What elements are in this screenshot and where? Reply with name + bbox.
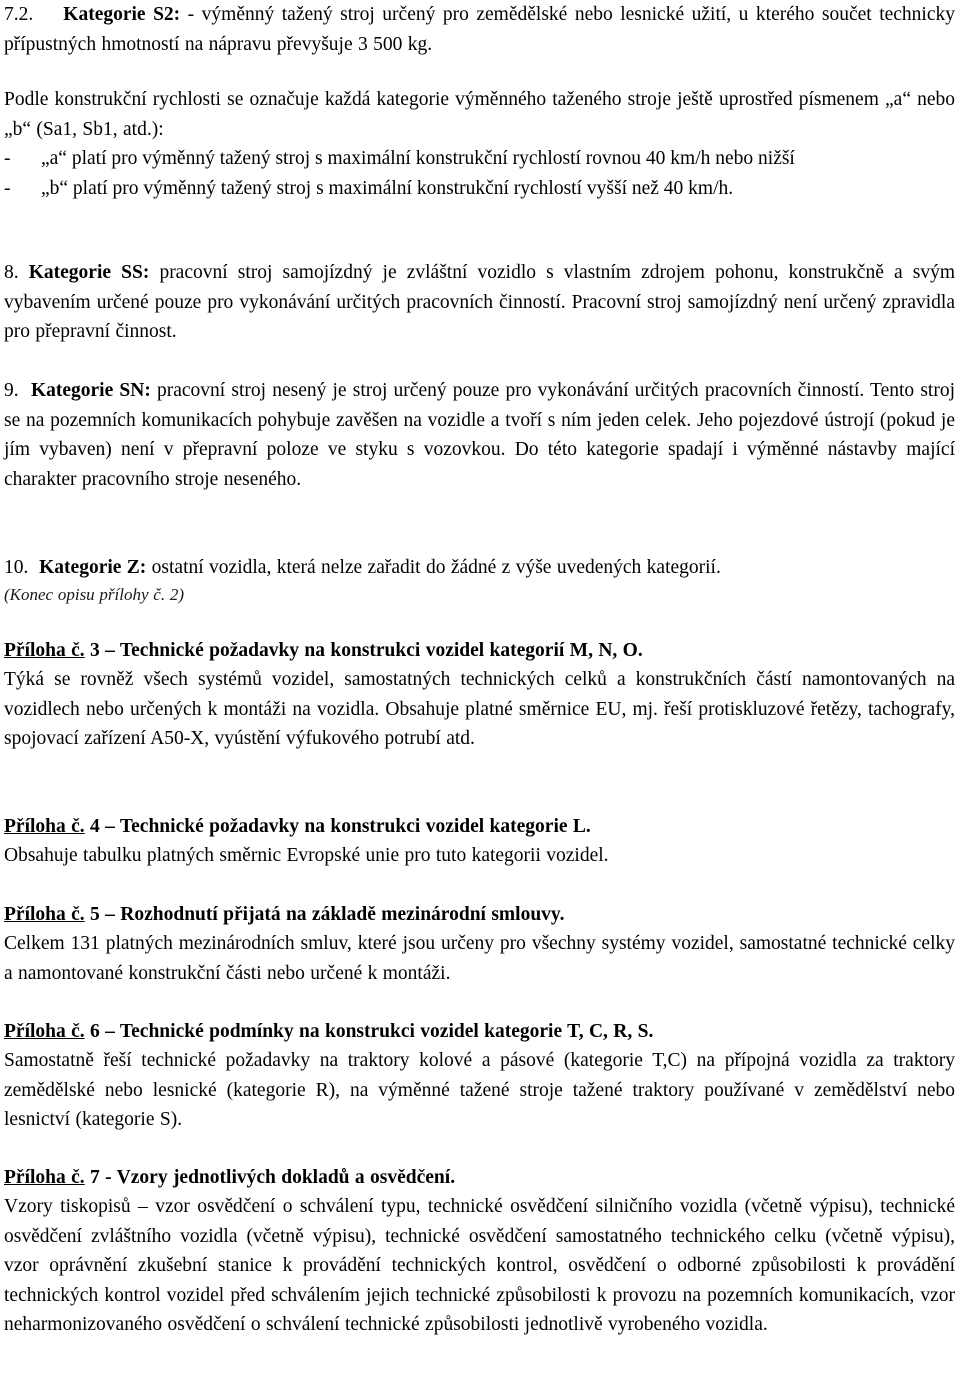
- annex-heading-prefix: Příloha č.: [4, 640, 85, 661]
- speed-intro: Podle konstrukční rychlosti se označuje každá kategorie výměnného taženého stroje ještě uprostřed písmenem „a“ nebo „b“ (Sa1, Sb1, atd.):: [4, 89, 955, 140]
- annex-heading-prefix: Příloha č.: [4, 904, 85, 925]
- annex-heading-prefix: Příloha č.: [4, 816, 85, 837]
- annex-heading-title: 6 – Technické podmínky na konstrukci vozidel kategorie T, C, R, S.: [84, 1021, 654, 1042]
- section-text: ostatní vozidla, která nelze zařadit do žádné z výše uvedených kategorií.: [146, 557, 721, 578]
- list-item-text: „b“ platí pro výměnný tažený stroj s maximální konstrukční rychlostí vyšší než 40 km/h.: [41, 177, 734, 199]
- annex-heading: [4, 1017, 955, 1047]
- section-9: [4, 376, 955, 494]
- section-number: 10.: [4, 557, 29, 578]
- section-text: pracovní stroj samojízdný je zvláštní vozidlo s vlastním zdrojem pohonu, konstrukčně a svým vybavením určené pouze pro vykonávání určitých pracovních činností. Pracovní stroj samojízdný není určený zpravidla pro přepravní činnost.: [4, 262, 955, 343]
- section-7-2: [4, 0, 955, 59]
- annex-body: Obsahuje tabulku platných směrnic Evropské unie pro tuto kategorii vozidel.: [4, 845, 609, 866]
- list-item: [4, 174, 955, 204]
- section-number: 8.: [4, 262, 19, 283]
- category-label: Kategorie SN:: [30, 380, 151, 401]
- section-10: [4, 553, 955, 583]
- annex-heading-title: 3 – Technické požadavky na konstrukci vozidel kategorií M, N, O.: [84, 640, 643, 661]
- category-label: Kategorie S2:: [63, 4, 181, 25]
- annex-heading-title: 5 – Rozhodnutí přijatá na základě mezinárodní smlouvy.: [84, 904, 565, 925]
- category-label: Kategorie Z:: [39, 557, 147, 578]
- annex-heading: [4, 636, 955, 666]
- annex-heading-title: 4 – Technické požadavky na konstrukci vozidel kategorie L.: [84, 816, 591, 837]
- annex-heading-prefix: Příloha č.: [4, 1167, 85, 1188]
- annex-heading: [4, 812, 955, 842]
- annex-heading: [4, 900, 955, 930]
- list-dash: -: [4, 177, 11, 199]
- list-item-text: „a“ platí pro výměnný tažený stroj s maximální konstrukční rychlostí rovnou 40 km/h nebo nižší: [41, 148, 795, 169]
- section-number: 7.2.: [4, 4, 34, 25]
- section-text: - výměnný tažený stroj určený pro zemědělské nebo lesnické užití, u kterého součet technicky přípustných hmotností na nápravu převyšuje 3 500 kg.: [4, 4, 956, 55]
- annex-body: Vzory tiskopisů – vzor osvědčení o schválení typu, technické osvědčení silničního vozidla (včetně výpisu), technické osvědčení zvláštního vozidla (včetně výpisu), technické osvědčení samostatného technického celku (včetně výpisu), vzor oprávnění zkušební stanice k provádění technických kontrol, osvědčení o odborné způsobilosti k provádění technických kontrol vozidel před schválením jejich technické způsobilosti k provozu na pozemních komunikacích, vzor neharmonizovaného osvědčení o schválení technické způsobilosti jednotlivě vyrobeného vozidla.: [4, 1196, 955, 1336]
- section-8: [4, 258, 955, 347]
- annex-body: Celkem 131 platných mezinárodních smluv, které jsou určeny pro všechny systémy vozidel, samostatné technické celky a namontované konstrukční části nebo určené k montáži.: [4, 933, 955, 984]
- section-number: 9.: [4, 380, 19, 401]
- list-dash: -: [4, 148, 11, 169]
- annex-body: Samostatně řeší technické požadavky na traktory kolové a pásové (kategorie T,C) na přípojná vozidla za traktory zemědělské nebo lesnické (kategorie R), na výměnné tažené stroje tažené traktory používané v zemědělství nebo lesnictví (kategorie S).: [4, 1050, 955, 1131]
- end-note: (Konec opisu přílohy č. 2): [4, 585, 184, 604]
- category-label: Kategorie SS:: [28, 262, 150, 283]
- annex-heading-prefix: Příloha č.: [4, 1021, 85, 1042]
- annex-body: Týká se rovněž všech systémů vozidel, samostatných technických celků a konstrukčních částí namontovaných na vozidlech nebo určených k montáži na vozidla. Obsahuje platné směrnice EU, mj. řeší protiskluzové řetězy, tachografy, spojovací zařízení A50-X, vyústění výfukového potrubí atd.: [4, 669, 955, 750]
- annex-heading: [4, 1163, 955, 1193]
- speed-list: [4, 144, 955, 203]
- list-item: [4, 144, 955, 174]
- annex-heading-title: 7 - Vzory jednotlivých dokladů a osvědčení.: [84, 1167, 456, 1188]
- section-text: pracovní stroj nesený je stroj určený pouze pro vykonávání určitých pracovních činností. Tento stroj se na pozemních komunikacích pohybuje zavěšen na vozidle a tvoří s ním jeden celek. Jeho pojezdové ústrojí (pokud je jím vybaven) není v přepravní poloze ve styku s vozovkou. Do této kategorie spadají i výměnné nástavby mající charakter pracovního stroje neseného.: [4, 380, 955, 490]
